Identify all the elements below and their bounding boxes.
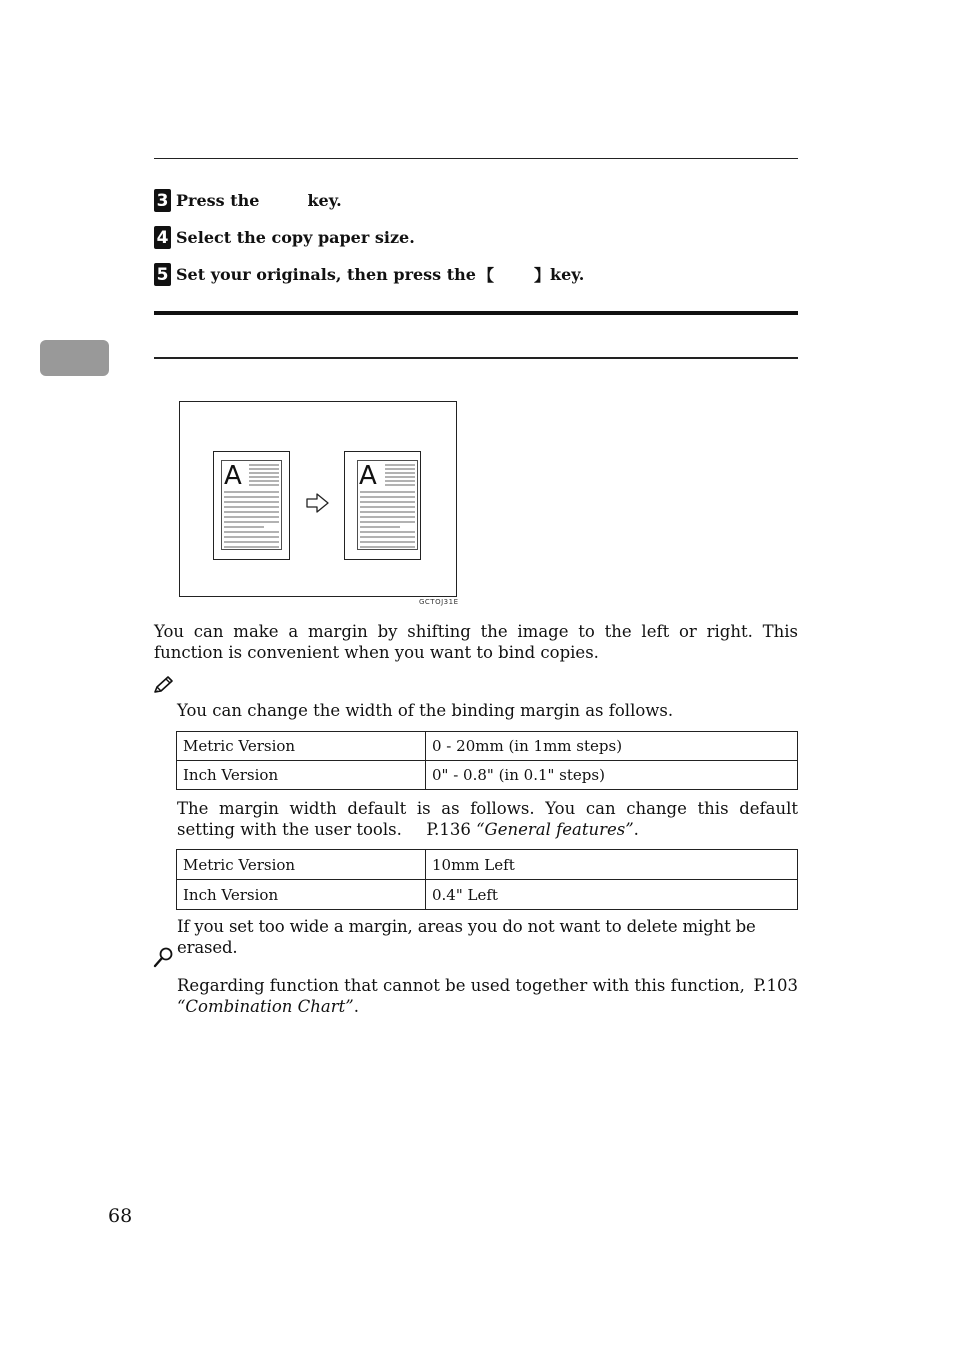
page-ref-title[interactable]: “Combination Chart” <box>177 997 354 1016</box>
step-number-5: 5 <box>154 263 171 286</box>
original-page <box>214 452 290 560</box>
reference-text: Regarding function that cannot be used together with this function, <box>177 976 745 995</box>
step-5-text-after: key. <box>550 265 585 284</box>
table-row <box>177 850 798 880</box>
pencil-icon <box>153 675 175 699</box>
note-line-2-text: The margin width default is as follows. You can change this default setting with the user tools. <box>177 799 798 839</box>
table-cell: Metric Version <box>177 732 426 761</box>
note-line-2 <box>177 798 798 840</box>
figure-code: GCTOJ31E <box>419 598 459 606</box>
table-cell: Metric Version <box>177 850 426 880</box>
table-cell: 0" - 0.8" (in 0.1" steps) <box>426 761 798 790</box>
chapter-tab <box>40 340 109 376</box>
step-3-text-before: Press the <box>176 191 260 210</box>
reference-paragraph <box>177 975 798 1017</box>
table-cell: 10mm Left <box>426 850 798 880</box>
margin-default-table <box>176 849 798 910</box>
page-ref-title[interactable]: “General features” <box>476 820 634 839</box>
table-row <box>177 732 798 761</box>
table-row <box>177 880 798 910</box>
table-row <box>177 761 798 790</box>
step-number-3: 3 <box>154 189 171 212</box>
table-cell: Inch Version <box>177 880 426 910</box>
page-ref[interactable]: P.136 <box>426 820 471 839</box>
illustration-svg <box>180 402 456 596</box>
page-number: 68 <box>108 1205 133 1227</box>
punctuation: . <box>633 820 639 839</box>
margin-shift-illustration <box>179 401 457 597</box>
step-3 <box>154 189 342 212</box>
table-cell: 0 - 20mm (in 1mm steps) <box>426 732 798 761</box>
step-5 <box>154 263 584 286</box>
step-3-text-after: key. <box>307 191 342 210</box>
arrow-right-icon <box>307 494 328 512</box>
page-glyph: A <box>359 461 377 491</box>
table-cell: Inch Version <box>177 761 426 790</box>
section-rule-thin <box>154 357 798 359</box>
intro-paragraph: You can make a margin by shifting the image to the left or right. This function is convenient when you want to bind copies. <box>154 622 798 662</box>
reference-line-2 <box>177 996 798 1017</box>
margin-range-table <box>176 731 798 790</box>
note-line-3: If you set too wide a margin, areas you do not want to delete might be erased. <box>177 917 756 957</box>
reference-line-1 <box>177 975 798 996</box>
step-4 <box>154 226 415 249</box>
page-ref[interactable]: P.103 <box>753 976 798 995</box>
key-bracket-close: 】 <box>533 266 550 285</box>
section-rule-thick <box>154 311 798 315</box>
page-glyph: A <box>224 461 242 491</box>
shifted-page <box>345 452 421 560</box>
note-line-1: You can change the width of the binding margin as follows. <box>177 701 674 720</box>
header-rule <box>154 158 798 159</box>
key-bracket-open: 【 <box>477 266 494 285</box>
step-number-4: 4 <box>154 226 171 249</box>
step-5-text-before: Set your originals, then press the <box>176 265 476 284</box>
magnifier-icon <box>153 946 175 972</box>
punctuation: . <box>353 997 359 1016</box>
table-cell: 0.4" Left <box>426 880 798 910</box>
step-4-text: Select the copy paper size. <box>176 228 415 247</box>
